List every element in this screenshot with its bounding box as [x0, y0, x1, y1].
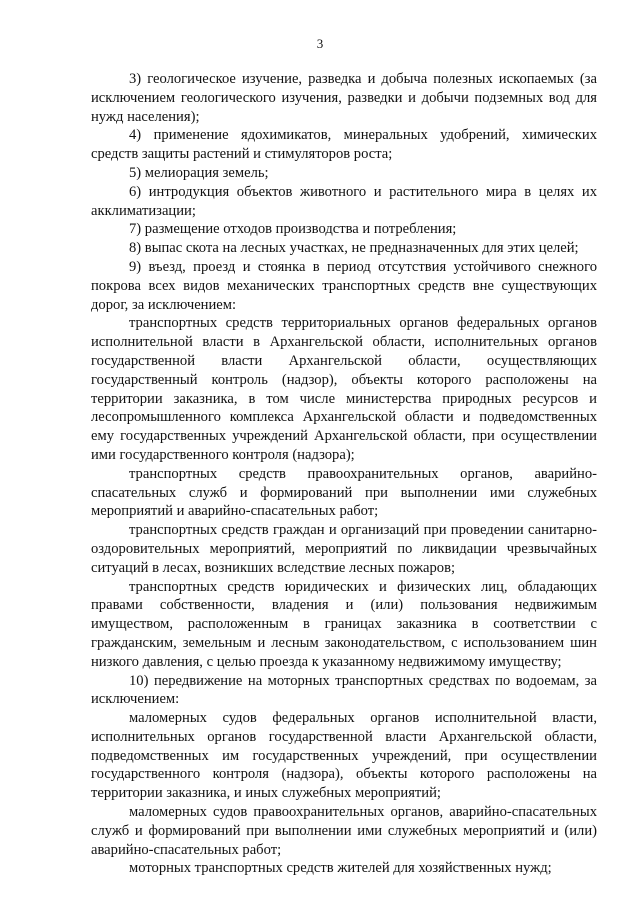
paragraph-exception-property-owner-transport: транспортных средств юридических и физических лиц, обладающих правами собственности, владения и (или) пользования недвижимым имуществом, расположенным в границах заказника в соответствии с гражданским, земельным и лесным законодательством, с использованием шин низкого давления, с целью проезда к указанному недвижимому имуществу; — [91, 578, 597, 670]
paragraph-exception-resident-transport: моторных транспортных средств жителей для хозяйственных нужд; — [129, 860, 552, 877]
paragraph-item-9: 9) въезд, проезд и стоянка в период отсутствия устойчивого снежного покрова всех видов механических транспортных средств вне существующих дорог, за исключением: — [91, 258, 597, 313]
paragraph-exception-federal-transport: транспортных средств территориальных органов федеральных органов исполнительной власти в Архангельской области, исполнительных органов государственной власти Архангельской области, осуществляющих государственный контроль (надзор), объекты которого расположены на территории заказника, в том числе министерства природных ресурсов и лесопромышленного комплекса Архангельской области и подведомственных ему государственных учреждений Архангельской области, при осуществлении ими государственного контроля (надзора); — [91, 315, 597, 463]
page-number: 3 — [316, 36, 324, 51]
paragraph-item-6: 6) интродукция объектов животного и растительного мира в целях их акклиматизации; — [91, 183, 597, 219]
paragraph-exception-federal-vessels: маломерных судов федеральных органов исполнительной власти, исполнительных органов государственной власти Архангельской области, подведомственных им государственных учреждений, при осуществлении государственного контроля (надзора), объекты которого расположены на территории заказника, и иных служебных мероприятий; — [91, 710, 597, 802]
paragraph-exception-law-enforcement-vessels: маломерных судов правоохранительных органов, аварийно-спасательных служб и формирований при выполнении ими служебных мероприятий и (или) аварийно-спасательных работ; — [91, 804, 597, 858]
paragraph-item-10: 10) передвижение на моторных транспортных средствах по водоемам, за исключением: — [91, 672, 597, 708]
paragraph-exception-sanitary-transport: транспортных средств граждан и организаций при проведении санитарно-оздоровительных мероприятий, мероприятий по ликвидации чрезвычайных ситуаций в лесах, возникших вследствие лесных пожаров; — [91, 522, 597, 576]
paragraph-item-7: 7) размещение отходов производства и потребления; — [129, 221, 457, 238]
document-body — [91, 70, 597, 878]
paragraph-item-5: 5) мелиорация земель; — [129, 164, 269, 181]
paragraph-exception-law-enforcement-transport: транспортных средств правоохранительных органов, аварийно-спасательных служб и формирований при выполнении ими служебных мероприятий и аварийно-спасательных работ; — [91, 465, 597, 520]
paragraph-item-8: 8) выпас скота на лесных участках, не предназначенных для этих целей; — [129, 240, 579, 257]
paragraph-item-3: 3) геологическое изучение, разведка и добыча полезных ископаемых (за исключением геологического изучения, разведки и добычи подземных вод для нужд населения); — [91, 71, 597, 125]
paragraph-item-4: 4) применение ядохимикатов, минеральных удобрений, химических средств защиты растений и стимуляторов роста; — [91, 127, 597, 163]
